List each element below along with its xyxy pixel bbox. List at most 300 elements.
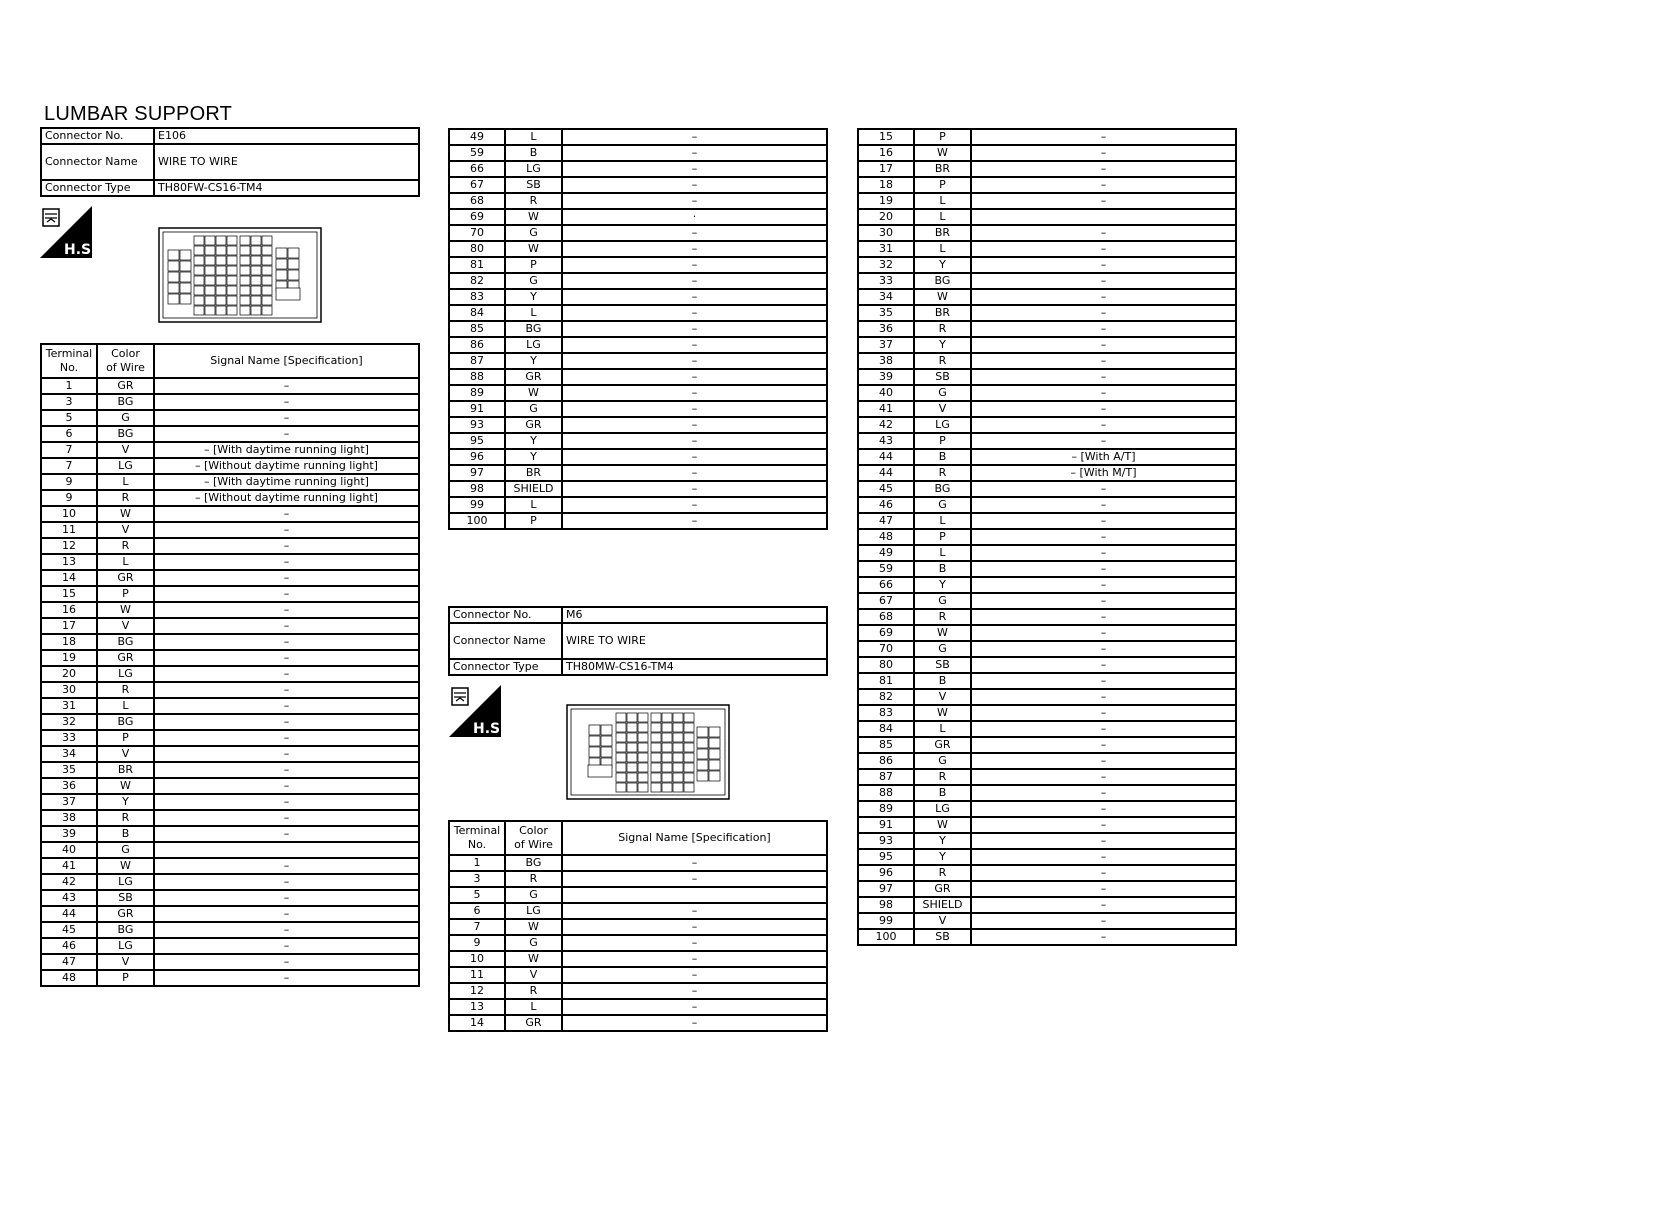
signal-name-cell: – [Without daytime running light] bbox=[154, 458, 419, 474]
terminal-no-cell: 100 bbox=[449, 513, 505, 529]
signal-name-cell: – bbox=[154, 954, 419, 970]
terminal-no-cell: 18 bbox=[858, 177, 914, 193]
terminal-no-cell: 84 bbox=[449, 305, 505, 321]
connector1-info-table bbox=[40, 127, 420, 197]
signal-name-cell: – bbox=[971, 625, 1236, 641]
wire-color-cell: LG bbox=[97, 458, 154, 474]
table-row bbox=[858, 241, 1236, 257]
connector-name-label: Connector Name bbox=[449, 623, 562, 659]
table-row bbox=[449, 289, 827, 305]
signal-name-cell: – [With A/T] bbox=[971, 449, 1236, 465]
signal-name-cell: – bbox=[562, 353, 827, 369]
signal-name-cell: – bbox=[971, 593, 1236, 609]
table-row bbox=[858, 577, 1236, 593]
terminal-no-cell: 93 bbox=[449, 417, 505, 433]
terminal-no-cell: 87 bbox=[858, 769, 914, 785]
signal-name-cell: – bbox=[562, 225, 827, 241]
table-row bbox=[449, 433, 827, 449]
connector2-type: TH80MW-CS16-TM4 bbox=[562, 659, 827, 675]
wire-color-cell: W bbox=[97, 858, 154, 874]
terminal-no-cell: 88 bbox=[449, 369, 505, 385]
terminal-no-cell: 3 bbox=[449, 871, 505, 887]
table-row bbox=[41, 666, 419, 682]
wire-color-cell: P bbox=[914, 129, 971, 145]
signal-name-cell: – [With M/T] bbox=[971, 465, 1236, 481]
wire-color-cell: W bbox=[505, 951, 562, 967]
signal-name-cell: – bbox=[971, 385, 1236, 401]
terminal-no-cell: 38 bbox=[858, 353, 914, 369]
table-row bbox=[858, 849, 1236, 865]
wire-color-cell: Y bbox=[505, 433, 562, 449]
terminal-no-cell: 85 bbox=[449, 321, 505, 337]
table-row bbox=[858, 657, 1236, 673]
signal-name-cell: – bbox=[971, 897, 1236, 913]
wire-color-cell: G bbox=[505, 887, 562, 903]
terminal-no-header: Terminal No. bbox=[41, 344, 97, 378]
terminal-no-cell: 9 bbox=[41, 474, 97, 490]
table-row bbox=[41, 618, 419, 634]
wire-color-cell: BG bbox=[97, 922, 154, 938]
wire-color-cell: L bbox=[505, 999, 562, 1015]
signal-name-cell: – bbox=[154, 522, 419, 538]
terminal-no-cell: 36 bbox=[41, 778, 97, 794]
signal-name-cell: – bbox=[971, 337, 1236, 353]
table-row bbox=[41, 458, 419, 474]
terminal-no-cell: 45 bbox=[41, 922, 97, 938]
signal-name-cell: – bbox=[154, 618, 419, 634]
terminal-no-cell: 35 bbox=[41, 762, 97, 778]
wire-color-cell: B bbox=[914, 449, 971, 465]
signal-name-cell: – bbox=[971, 785, 1236, 801]
terminal-no-cell: 18 bbox=[41, 634, 97, 650]
table-row bbox=[858, 177, 1236, 193]
signal-name-cell: – bbox=[154, 778, 419, 794]
table-row bbox=[41, 890, 419, 906]
terminal-no-cell: 12 bbox=[449, 983, 505, 999]
signal-name-cell: – bbox=[562, 273, 827, 289]
wire-color-cell: Y bbox=[914, 257, 971, 273]
table-row bbox=[41, 970, 419, 986]
table-row bbox=[858, 801, 1236, 817]
table-row bbox=[449, 321, 827, 337]
table-row bbox=[858, 721, 1236, 737]
terminal-no-cell: 30 bbox=[41, 682, 97, 698]
signal-name-cell: – bbox=[562, 321, 827, 337]
wire-color-cell: SHIELD bbox=[914, 897, 971, 913]
terminal-no-cell: 95 bbox=[858, 849, 914, 865]
table-row bbox=[449, 257, 827, 273]
connector-no-label: Connector No. bbox=[41, 128, 154, 144]
wire-color-cell: P bbox=[97, 586, 154, 602]
terminal-no-cell: 39 bbox=[41, 826, 97, 842]
signal-name-cell: – bbox=[154, 970, 419, 986]
wire-color-cell: SB bbox=[914, 369, 971, 385]
table-row bbox=[858, 881, 1236, 897]
wire-color-cell: R bbox=[505, 871, 562, 887]
table-row bbox=[41, 954, 419, 970]
wire-color-cell: G bbox=[914, 497, 971, 513]
table-row bbox=[41, 634, 419, 650]
wire-color-cell: SB bbox=[505, 177, 562, 193]
table-row bbox=[41, 842, 419, 858]
table-row bbox=[858, 273, 1236, 289]
table-row bbox=[858, 321, 1236, 337]
table-row bbox=[858, 465, 1236, 481]
terminal-no-cell: 66 bbox=[858, 577, 914, 593]
table-row bbox=[41, 474, 419, 490]
wire-color-cell: L bbox=[914, 545, 971, 561]
wire-color-cell: G bbox=[914, 641, 971, 657]
wire-color-cell: V bbox=[505, 967, 562, 983]
wire-color-cell: SB bbox=[97, 890, 154, 906]
table-row bbox=[449, 129, 827, 145]
signal-name-cell: – bbox=[562, 465, 827, 481]
signal-name-cell: – bbox=[971, 913, 1236, 929]
table-row bbox=[858, 705, 1236, 721]
wire-color-cell: GR bbox=[97, 570, 154, 586]
terminal-no-cell: 70 bbox=[858, 641, 914, 657]
wire-color-cell: LG bbox=[505, 161, 562, 177]
terminal-no-cell: 37 bbox=[41, 794, 97, 810]
table-row bbox=[858, 481, 1236, 497]
table-row bbox=[858, 145, 1236, 161]
wire-color-cell: W bbox=[914, 625, 971, 641]
signal-name-cell: – bbox=[154, 698, 419, 714]
wire-color-cell: W bbox=[914, 289, 971, 305]
table-row bbox=[858, 529, 1236, 545]
signal-name-cell: · bbox=[562, 209, 827, 225]
wire-color-cell: L bbox=[914, 193, 971, 209]
table-row bbox=[41, 906, 419, 922]
signal-name-cell: – bbox=[562, 257, 827, 273]
terminal-no-cell: 80 bbox=[858, 657, 914, 673]
table-row bbox=[858, 369, 1236, 385]
signal-name-cell: – bbox=[562, 417, 827, 433]
terminal-no-cell: 12 bbox=[41, 538, 97, 554]
signal-name-cell: – bbox=[971, 433, 1236, 449]
terminal-no-cell: 87 bbox=[449, 353, 505, 369]
signal-name-cell: – bbox=[971, 241, 1236, 257]
table-row bbox=[449, 241, 827, 257]
wire-color-cell: GR bbox=[505, 417, 562, 433]
table-row bbox=[858, 337, 1236, 353]
table-row bbox=[858, 817, 1236, 833]
signal-name-cell: – bbox=[971, 305, 1236, 321]
table-row bbox=[858, 737, 1236, 753]
table-row bbox=[449, 967, 827, 983]
terminal-no-cell: 6 bbox=[449, 903, 505, 919]
wire-color-cell: W bbox=[914, 817, 971, 833]
wire-color-cell: L bbox=[505, 129, 562, 145]
wire-color-cell: GR bbox=[914, 737, 971, 753]
table-row bbox=[41, 874, 419, 890]
wire-color-cell: SHIELD bbox=[505, 481, 562, 497]
signal-name-cell: – bbox=[562, 241, 827, 257]
terminal-no-cell: 5 bbox=[449, 887, 505, 903]
signal-name-cell: – bbox=[154, 874, 419, 890]
signal-name-cell: – bbox=[971, 721, 1236, 737]
signal-name-cell: – bbox=[562, 161, 827, 177]
table-row bbox=[858, 833, 1236, 849]
wire-color-cell: BR bbox=[97, 762, 154, 778]
table-row bbox=[858, 417, 1236, 433]
terminal-no-cell: 41 bbox=[858, 401, 914, 417]
wire-color-cell: R bbox=[914, 769, 971, 785]
table-row bbox=[449, 481, 827, 497]
terminal-no-cell: 97 bbox=[449, 465, 505, 481]
harness-side-icon bbox=[449, 685, 506, 737]
signal-name-cell: – bbox=[154, 586, 419, 602]
terminal-no-cell: 97 bbox=[858, 881, 914, 897]
wire-color-cell: R bbox=[914, 865, 971, 881]
signal-name-cell: – bbox=[154, 746, 419, 762]
table-row bbox=[41, 570, 419, 586]
table-row bbox=[449, 401, 827, 417]
table-row bbox=[858, 401, 1236, 417]
signal-name-cell: – bbox=[971, 769, 1236, 785]
terminal-no-cell: 40 bbox=[858, 385, 914, 401]
terminal-no-cell: 13 bbox=[41, 554, 97, 570]
signal-name-cell: – bbox=[154, 554, 419, 570]
signal-name-cell: – bbox=[154, 602, 419, 618]
terminal-no-cell: 83 bbox=[449, 289, 505, 305]
table-row bbox=[449, 305, 827, 321]
signal-name-cell: – [With daytime running light] bbox=[154, 442, 419, 458]
terminal-no-cell: 86 bbox=[449, 337, 505, 353]
terminal-no-cell: 42 bbox=[41, 874, 97, 890]
table-row bbox=[41, 554, 419, 570]
terminal-no-cell: 43 bbox=[41, 890, 97, 906]
signal-name-cell bbox=[971, 209, 1236, 225]
table-row bbox=[858, 305, 1236, 321]
signal-name-cell: – bbox=[154, 858, 419, 874]
table-row bbox=[858, 865, 1236, 881]
terminal-no-cell: 47 bbox=[41, 954, 97, 970]
terminal-no-cell: 84 bbox=[858, 721, 914, 737]
wire-color-cell: BR bbox=[914, 161, 971, 177]
signal-name-cell: – bbox=[154, 922, 419, 938]
table-row bbox=[858, 593, 1236, 609]
signal-name-cell: – bbox=[971, 673, 1236, 689]
signal-name-cell: – bbox=[154, 938, 419, 954]
terminal-no-cell: 82 bbox=[858, 689, 914, 705]
table-row bbox=[41, 714, 419, 730]
terminal-no-cell: 67 bbox=[858, 593, 914, 609]
terminal-no-cell: 6 bbox=[41, 426, 97, 442]
signal-name-cell: – bbox=[562, 513, 827, 529]
wire-color-cell: G bbox=[914, 753, 971, 769]
signal-header: Signal Name [Specification] bbox=[154, 344, 419, 378]
table-row bbox=[41, 778, 419, 794]
connector2-name: WIRE TO WIRE bbox=[562, 623, 827, 659]
terminal-no-cell: 19 bbox=[41, 650, 97, 666]
table-row bbox=[858, 689, 1236, 705]
wire-color-cell: P bbox=[914, 177, 971, 193]
signal-name-cell: – bbox=[154, 570, 419, 586]
hs-label: H.S. bbox=[473, 721, 506, 737]
signal-name-cell: – bbox=[562, 433, 827, 449]
signal-name-cell: – bbox=[154, 666, 419, 682]
wire-color-cell: G bbox=[914, 593, 971, 609]
terminal-no-cell: 49 bbox=[858, 545, 914, 561]
table-row bbox=[858, 513, 1236, 529]
table-row bbox=[449, 1015, 827, 1031]
wire-color-cell: W bbox=[505, 209, 562, 225]
table-row bbox=[41, 522, 419, 538]
wire-color-cell: BG bbox=[914, 273, 971, 289]
page-title: LUMBAR SUPPORT bbox=[44, 103, 233, 125]
wire-color-cell: L bbox=[97, 474, 154, 490]
wire-color-cell: BG bbox=[97, 634, 154, 650]
signal-name-cell: – bbox=[562, 903, 827, 919]
color-header: Color of Wire bbox=[505, 821, 562, 855]
terminal-no-cell: 91 bbox=[449, 401, 505, 417]
signal-name-cell: – bbox=[562, 449, 827, 465]
terminal-no-header: Terminal No. bbox=[449, 821, 505, 855]
table-row bbox=[858, 353, 1236, 369]
terminal-no-cell: 1 bbox=[449, 855, 505, 871]
signal-name-cell: – bbox=[154, 890, 419, 906]
signal-name-cell: – [Without daytime running light] bbox=[154, 490, 419, 506]
wire-color-cell: BR bbox=[505, 465, 562, 481]
signal-name-cell: – bbox=[562, 1015, 827, 1031]
table-row bbox=[449, 209, 827, 225]
hs-label: H.S. bbox=[64, 242, 97, 258]
signal-name-cell: – bbox=[971, 289, 1236, 305]
terminal-no-cell: 66 bbox=[449, 161, 505, 177]
terminal-no-cell: 81 bbox=[858, 673, 914, 689]
terminal-no-cell: 99 bbox=[449, 497, 505, 513]
table-row bbox=[41, 826, 419, 842]
wire-color-cell: P bbox=[97, 730, 154, 746]
terminal-no-cell: 13 bbox=[449, 999, 505, 1015]
terminal-no-cell: 34 bbox=[858, 289, 914, 305]
terminal-no-cell: 37 bbox=[858, 337, 914, 353]
connector1-no: E106 bbox=[154, 128, 419, 144]
table-row bbox=[858, 769, 1236, 785]
table-row bbox=[449, 273, 827, 289]
table-row bbox=[449, 385, 827, 401]
terminal-no-cell: 31 bbox=[858, 241, 914, 257]
signal-name-cell: – bbox=[154, 378, 419, 394]
terminal-no-cell: 68 bbox=[449, 193, 505, 209]
connector1-terminal-table bbox=[40, 343, 420, 987]
wire-color-cell: Y bbox=[505, 353, 562, 369]
terminal-no-cell: 93 bbox=[858, 833, 914, 849]
terminal-no-cell: 7 bbox=[41, 442, 97, 458]
wire-color-cell: L bbox=[914, 209, 971, 225]
table-row bbox=[41, 730, 419, 746]
connector2-terminal-table-continued bbox=[857, 128, 1237, 946]
table-row bbox=[858, 609, 1236, 625]
terminal-no-cell: 33 bbox=[858, 273, 914, 289]
signal-name-cell: – bbox=[562, 129, 827, 145]
signal-name-cell: – bbox=[971, 609, 1236, 625]
signal-name-cell: – bbox=[154, 762, 419, 778]
wire-color-cell: B bbox=[914, 673, 971, 689]
terminal-no-cell: 33 bbox=[41, 730, 97, 746]
terminal-no-cell: 82 bbox=[449, 273, 505, 289]
connector1-terminal-table-continued bbox=[448, 128, 828, 530]
signal-name-cell: – bbox=[971, 849, 1236, 865]
table-row bbox=[449, 353, 827, 369]
signal-name-cell: – bbox=[971, 497, 1236, 513]
connector2-face-diagram bbox=[566, 699, 730, 801]
table-row bbox=[41, 586, 419, 602]
table-row bbox=[449, 855, 827, 871]
table-row bbox=[41, 746, 419, 762]
table-row bbox=[41, 810, 419, 826]
terminal-no-cell: 10 bbox=[449, 951, 505, 967]
table-row bbox=[449, 465, 827, 481]
terminal-no-cell: 20 bbox=[41, 666, 97, 682]
terminal-no-cell: 20 bbox=[858, 209, 914, 225]
wire-color-cell: Y bbox=[914, 833, 971, 849]
table-row bbox=[858, 129, 1236, 145]
table-row bbox=[41, 378, 419, 394]
wire-color-cell: BG bbox=[97, 394, 154, 410]
signal-name-cell: – bbox=[971, 273, 1236, 289]
wire-color-cell: R bbox=[97, 682, 154, 698]
signal-name-cell: – bbox=[562, 305, 827, 321]
signal-name-cell: – bbox=[562, 967, 827, 983]
table-row bbox=[858, 929, 1236, 945]
color-header: Color of Wire bbox=[97, 344, 154, 378]
wire-color-cell: W bbox=[914, 705, 971, 721]
wire-color-cell: P bbox=[505, 513, 562, 529]
table-row bbox=[41, 762, 419, 778]
signal-name-cell: – bbox=[971, 145, 1236, 161]
table-row bbox=[858, 625, 1236, 641]
wire-color-cell: SB bbox=[914, 657, 971, 673]
wire-color-cell: Y bbox=[914, 577, 971, 593]
signal-header: Signal Name [Specification] bbox=[562, 821, 827, 855]
table-row bbox=[858, 193, 1236, 209]
table-row bbox=[858, 673, 1236, 689]
terminal-no-cell: 44 bbox=[858, 465, 914, 481]
wire-color-cell: BG bbox=[97, 714, 154, 730]
connector2-no: M6 bbox=[562, 607, 827, 623]
wire-color-cell: V bbox=[97, 442, 154, 458]
wire-color-cell: BG bbox=[97, 426, 154, 442]
table-row bbox=[41, 794, 419, 810]
wire-color-cell: P bbox=[97, 970, 154, 986]
harness-side-icon bbox=[40, 206, 97, 258]
table-row bbox=[449, 513, 827, 529]
wire-color-cell: W bbox=[97, 602, 154, 618]
table-row bbox=[41, 922, 419, 938]
signal-name-cell: – bbox=[562, 871, 827, 887]
terminal-no-cell: 48 bbox=[41, 970, 97, 986]
signal-name-cell: – bbox=[971, 577, 1236, 593]
terminal-no-cell: 10 bbox=[41, 506, 97, 522]
terminal-no-cell: 98 bbox=[449, 481, 505, 497]
signal-name-cell: – bbox=[562, 497, 827, 513]
wire-color-cell: Y bbox=[505, 449, 562, 465]
table-row bbox=[449, 497, 827, 513]
signal-name-cell: – bbox=[971, 481, 1236, 497]
terminal-no-cell: 43 bbox=[858, 433, 914, 449]
wire-color-cell: BR bbox=[914, 225, 971, 241]
signal-name-cell: – bbox=[562, 983, 827, 999]
signal-name-cell: – bbox=[971, 417, 1236, 433]
signal-name-cell: – bbox=[562, 145, 827, 161]
signal-name-cell: – bbox=[971, 353, 1236, 369]
connector1-type: TH80FW-CS16-TM4 bbox=[154, 180, 419, 196]
wire-color-cell: R bbox=[97, 538, 154, 554]
terminal-no-cell: 40 bbox=[41, 842, 97, 858]
terminal-no-cell: 81 bbox=[449, 257, 505, 273]
